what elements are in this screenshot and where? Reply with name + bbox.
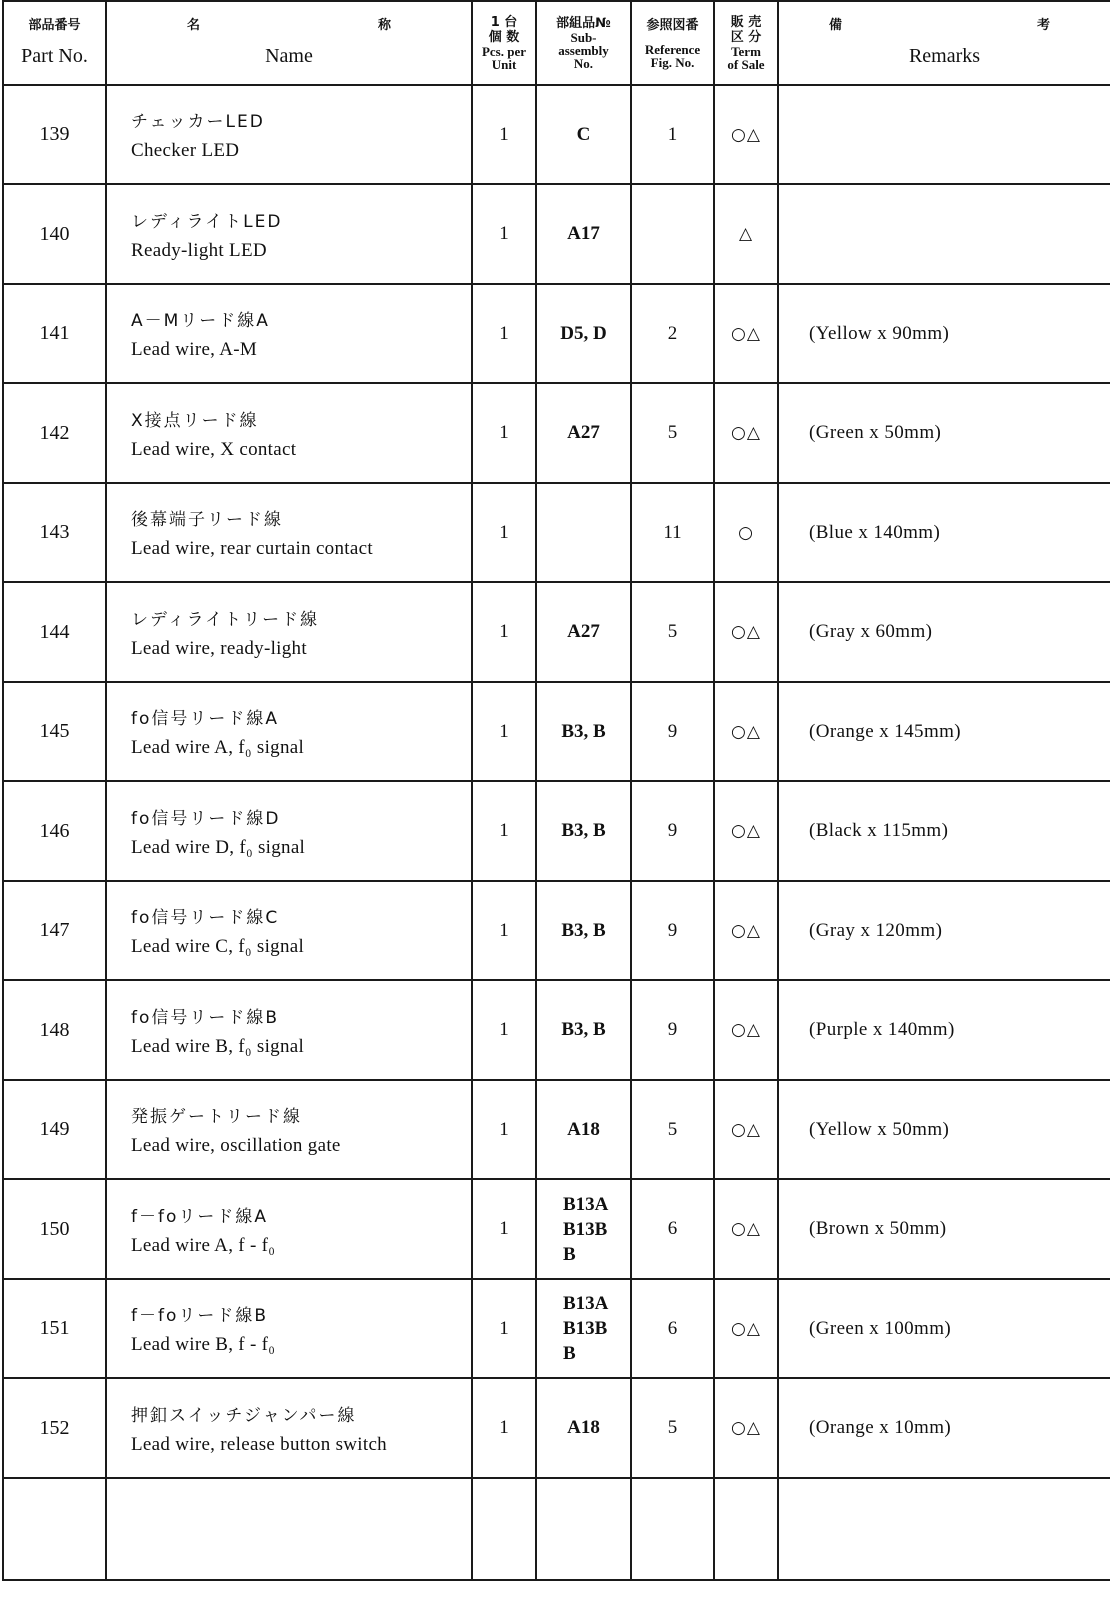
name-cell (106, 1080, 472, 1179)
empty-cell (106, 1478, 472, 1580)
header-remarks-en: Remarks (908, 45, 981, 67)
name-cell (106, 980, 472, 1080)
subassembly-cell (536, 1080, 631, 1179)
name-cell (106, 284, 472, 383)
term-cell: ○△ (714, 383, 778, 483)
fig-cell: 9 (631, 980, 714, 1080)
subassembly-cell (536, 284, 631, 383)
header-subassembly (536, 1, 631, 85)
table-row (3, 1279, 1110, 1378)
header-part-no (3, 1, 106, 85)
term-cell: ○△ (714, 1378, 778, 1478)
name-jp: 後幕端子リード線 (131, 510, 283, 530)
subassembly-line: B13A (563, 1193, 609, 1215)
table-row (3, 682, 1110, 781)
name-jp: チェッカーLED (131, 112, 265, 132)
fig-cell: 5 (631, 383, 714, 483)
name-cell (106, 682, 472, 781)
term-cell: ○ (714, 483, 778, 582)
header-row (3, 1, 1110, 85)
header-fig (631, 1, 714, 85)
header-sub-en-2: assembly (558, 43, 609, 58)
empty-cell (536, 1478, 631, 1580)
name-en: Lead wire A, f₀ signal (131, 737, 305, 758)
header-remarks-jp-right: 考 (1036, 18, 1050, 33)
part-no-cell: 149 (3, 1080, 106, 1179)
qty-cell: 1 (472, 881, 536, 980)
header-term-en-2: of Sale (727, 57, 765, 72)
fig-cell: 9 (631, 682, 714, 781)
name-en: Lead wire, A-M (131, 339, 258, 360)
qty-cell: 1 (472, 682, 536, 781)
subassembly-line: B (563, 1243, 576, 1265)
subassembly-cell (536, 980, 631, 1080)
header-qty-jp-2: 個 数 (488, 30, 520, 45)
name-cell (106, 184, 472, 284)
header-qty-jp-1: 1 台 (490, 15, 518, 30)
qty-cell: 1 (472, 184, 536, 284)
part-no-cell: 141 (3, 284, 106, 383)
name-en: Lead wire, rear curtain contact (131, 538, 373, 559)
term-cell: ○△ (714, 1279, 778, 1378)
header-sub-jp: 部組品№ (556, 16, 611, 31)
subassembly-cell (536, 582, 631, 682)
qty-cell: 1 (472, 1279, 536, 1378)
qty-cell: 1 (472, 1080, 536, 1179)
name-cell (106, 85, 472, 184)
qty-cell: 1 (472, 1179, 536, 1279)
term-cell: ○△ (714, 980, 778, 1080)
subassembly-value: A27 (567, 621, 600, 642)
name-cell (106, 1179, 472, 1279)
header-remarks-jp-left: 備 (829, 18, 843, 33)
part-no-cell: 148 (3, 980, 106, 1080)
header-remarks (778, 1, 1110, 85)
name-jp: f－foリード線A (131, 1206, 268, 1227)
qty-cell: 1 (472, 483, 536, 582)
header-name-en: Name (265, 45, 313, 67)
fig-cell: 2 (631, 284, 714, 383)
fig-cell: 11 (631, 483, 714, 582)
header-name (106, 1, 472, 85)
subassembly-value: A18 (567, 1417, 600, 1438)
subassembly-line: B13B (563, 1318, 608, 1339)
name-en: Lead wire B, f₀ signal (131, 1035, 305, 1057)
remarks-cell: (Orange x 10mm) (778, 1378, 1110, 1478)
header-term (714, 1, 778, 85)
parts-table (2, 0, 1110, 1581)
table-row (3, 980, 1110, 1080)
empty-row (3, 1478, 1110, 1580)
name-cell (106, 881, 472, 980)
remarks-cell: (Gray x 60mm) (778, 582, 1110, 682)
subassembly-value: B3, B (561, 720, 606, 742)
fig-cell: 6 (631, 1179, 714, 1279)
table-row (3, 284, 1110, 383)
subassembly-value: A27 (567, 422, 600, 443)
subassembly-line: B13B (563, 1218, 608, 1240)
name-jp: レディライトLED (131, 211, 283, 232)
name-jp: A－Mリード線A (131, 311, 270, 331)
table-row (3, 1378, 1110, 1478)
header-remarks-jp (779, 18, 1110, 33)
header-fig-en-1: Reference (644, 41, 701, 57)
name-jp: 発振ゲートリード線 (131, 1107, 302, 1127)
table-row (3, 483, 1110, 582)
remarks-cell: (Gray x 120mm) (778, 881, 1110, 980)
name-en: Checker LED (131, 140, 240, 161)
subassembly-cell (536, 1279, 631, 1378)
header-qty-en-1: Pcs. per (481, 44, 527, 59)
empty-cell (778, 1478, 1110, 1580)
name-en: Lead wire B, f - f₀ (131, 1334, 276, 1355)
name-jp: f－foリード線B (131, 1306, 269, 1326)
empty-cell (472, 1478, 536, 1580)
term-cell: ○△ (714, 582, 778, 682)
fig-cell: 9 (631, 881, 714, 980)
header-fig-en-2: Fig. No. (650, 54, 695, 70)
name-cell (106, 483, 472, 582)
fig-cell: 6 (631, 1279, 714, 1378)
subassembly-value: B3, B (561, 820, 606, 841)
table-row (3, 582, 1110, 682)
header-term-jp-2: 区 分 (730, 30, 762, 45)
term-cell: ○△ (714, 85, 778, 184)
subassembly-line: B13A (563, 1293, 609, 1314)
subassembly-cell (536, 682, 631, 781)
qty-cell: 1 (472, 781, 536, 881)
term-cell: ○△ (714, 682, 778, 781)
fig-cell: 9 (631, 781, 714, 881)
term-cell: ○△ (714, 781, 778, 881)
remarks-cell (778, 184, 1110, 284)
part-no-cell: 150 (3, 1179, 106, 1279)
remarks-cell: (Orange x 145mm) (778, 682, 1110, 781)
part-no-cell: 145 (3, 682, 106, 781)
name-en: Lead wire D, f₀ signal (131, 836, 306, 858)
header-term-en-1: Term (731, 44, 761, 59)
name-en: Lead wire, ready-light (131, 637, 307, 659)
header-qty-en-2: Unit (491, 57, 517, 72)
subassembly-cell (536, 184, 631, 284)
empty-cell (714, 1478, 778, 1580)
header-sub-en-3: No. (573, 56, 594, 71)
name-jp: fo信号リード線D (131, 808, 281, 829)
header-name-jp (107, 18, 471, 33)
fig-cell: 5 (631, 582, 714, 682)
fig-cell (631, 184, 714, 284)
name-jp: レディライトリード線 (131, 609, 320, 630)
name-jp: fo信号リード線B (131, 1007, 280, 1028)
subassembly-value: C (576, 123, 591, 145)
part-no-cell: 151 (3, 1279, 106, 1378)
remarks-cell: (Yellow x 50mm) (778, 1080, 1110, 1179)
qty-cell: 1 (472, 980, 536, 1080)
subassembly-cell (536, 1378, 631, 1478)
remarks-cell: (Green x 100mm) (778, 1279, 1110, 1378)
part-no-cell: 152 (3, 1378, 106, 1478)
empty-cell (3, 1478, 106, 1580)
name-en: Lead wire C, f₀ signal (131, 936, 305, 957)
header-fig-jp: 参照図番 (646, 17, 699, 33)
part-no-cell: 143 (3, 483, 106, 582)
header-part-no-en: Part No. (21, 45, 88, 67)
term-cell: ○△ (714, 881, 778, 980)
name-en: Lead wire, X contact (131, 438, 297, 460)
table-row (3, 881, 1110, 980)
qty-cell: 1 (472, 383, 536, 483)
name-en: Lead wire, release button switch (131, 1433, 387, 1455)
subassembly-value: A17 (567, 223, 600, 244)
subassembly-cell (536, 483, 631, 582)
table-row (3, 1179, 1110, 1279)
term-cell: ○△ (714, 284, 778, 383)
header-qty (472, 1, 536, 85)
table-row (3, 1080, 1110, 1179)
part-no-cell: 146 (3, 781, 106, 881)
name-jp: 押釦スイッチジャンパー線 (131, 1405, 357, 1426)
remarks-cell (778, 85, 1110, 184)
subassembly-value: A18 (567, 1118, 600, 1140)
name-jp: fo信号リード線A (131, 709, 280, 729)
empty-cell (631, 1478, 714, 1580)
subassembly-cell (536, 781, 631, 881)
name-cell (106, 1279, 472, 1378)
qty-cell: 1 (472, 582, 536, 682)
remarks-cell: (Yellow x 90mm) (778, 284, 1110, 383)
name-cell (106, 383, 472, 483)
subassembly-cell (536, 1179, 631, 1279)
header-part-no-jp: 部品番号 (28, 18, 81, 33)
part-no-cell: 142 (3, 383, 106, 483)
fig-cell: 5 (631, 1080, 714, 1179)
subassembly-line: B (563, 1343, 576, 1364)
header-name-jp-right: 称 (377, 18, 391, 33)
table-row (3, 383, 1110, 483)
subassembly-value: B3, B (561, 1019, 606, 1040)
header-name-jp-left: 名 (187, 18, 201, 33)
term-cell: ○△ (714, 1080, 778, 1179)
subassembly-value: D5, D (560, 322, 607, 344)
name-en: Ready-light LED (131, 239, 267, 261)
table-row (3, 184, 1110, 284)
part-no-cell: 139 (3, 85, 106, 184)
name-cell (106, 1378, 472, 1478)
table-row (3, 781, 1110, 881)
term-cell: ○△ (714, 1179, 778, 1279)
subassembly-cell (536, 383, 631, 483)
subassembly-cell (536, 85, 631, 184)
subassembly-cell (536, 881, 631, 980)
part-no-cell: 147 (3, 881, 106, 980)
part-no-cell: 140 (3, 184, 106, 284)
part-no-cell: 144 (3, 582, 106, 682)
remarks-cell: (Blue x 140mm) (778, 483, 1110, 582)
name-en: Lead wire, oscillation gate (131, 1135, 341, 1156)
fig-cell: 1 (631, 85, 714, 184)
name-en: Lead wire A, f - f₀ (131, 1234, 276, 1256)
term-cell: △ (714, 184, 778, 284)
name-jp: fo信号リード線C (131, 908, 280, 928)
header-sub-en-1: Sub- (570, 30, 597, 45)
header-term-jp-1: 販 売 (730, 15, 762, 30)
qty-cell: 1 (472, 85, 536, 184)
table-row (3, 85, 1110, 184)
remarks-cell: (Brown x 50mm) (778, 1179, 1110, 1279)
name-jp: X接点リード線 (131, 410, 259, 431)
name-cell (106, 582, 472, 682)
subassembly-value: B3, B (561, 919, 606, 941)
qty-cell: 1 (472, 284, 536, 383)
remarks-cell: (Black x 115mm) (778, 781, 1110, 881)
fig-cell: 5 (631, 1378, 714, 1478)
qty-cell: 1 (472, 1378, 536, 1478)
remarks-cell: (Green x 50mm) (778, 383, 1110, 483)
remarks-cell: (Purple x 140mm) (778, 980, 1110, 1080)
name-cell (106, 781, 472, 881)
